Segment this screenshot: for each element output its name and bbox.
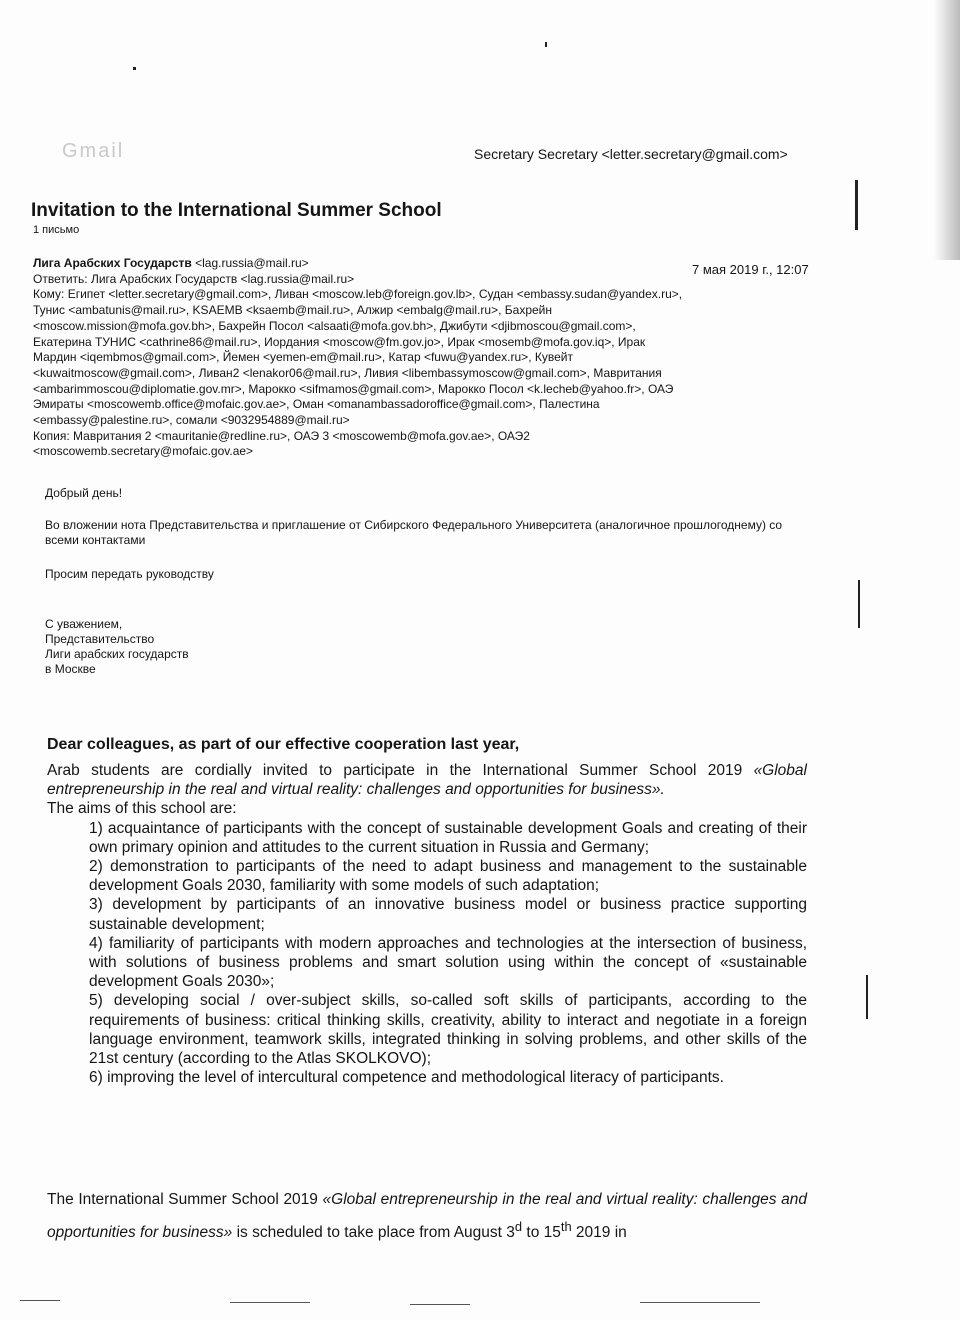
scan-line	[20, 1300, 60, 1301]
scan-line	[410, 1304, 470, 1305]
aim-item: 5) developing social / over-subject skills, so-called soft skills of participants, according to the requirements of business: critical thinking skills, creativity, ability to interact and negotiate in a foreign language environment, teamwork skills, integrated thinking in solving problems, and other skills of the 21st century (according to the Atlas SKOLKOVO);	[89, 992, 807, 1068]
aim-item: 1) acquaintance of participants with the concept of sustainable development Goals and creating of their own primary opinion and attitudes to the current situation in Russia and Germany;	[89, 819, 807, 856]
aims-heading: The aims of this school are:	[47, 800, 237, 818]
cc-line: <moscowemb.secretary@mofaic.gov.ae>	[33, 444, 254, 459]
cc-line: Копия: Мавритания 2 <mauritanie@redline.ru>, ОАЭ 3 <moscowemb@mofa.gov.ae>, ОАЭ2	[33, 428, 530, 443]
from-line	[33, 256, 813, 272]
signature-line: в Москве	[45, 662, 96, 676]
letter-body	[47, 761, 807, 1087]
ordinal-suffix: d	[514, 1219, 523, 1234]
to-line: <ambarimmoscou@diplomatie.gov.mr>, Марокко <sifmamos@gmail.com>, Марокко Посол <k.lecheb@yahoo.fr>, ОАЭ	[33, 381, 674, 396]
to-line: Екатерина ТУНИС <cathrine86@mail.ru>, Иордания <moscow@fm.gov.jo>, Ирак <mosemb@mofa.gov.iq>, Ирак	[33, 334, 646, 349]
closing-paragraph	[47, 1186, 807, 1246]
signature-line: С уважением,	[45, 617, 123, 631]
scan-mark	[855, 180, 858, 230]
scan-speck	[133, 67, 136, 70]
salutation: Dear colleagues, as part of our effective cooperation last year,	[47, 736, 520, 753]
scan-speck	[545, 42, 547, 47]
to-line: Кому: Египет <letter.secretary@gmail.com>, Ливан <moscow.leb@foreign.gov.lb>, Судан <embassy.sudan@yandex.ru>,	[33, 287, 683, 302]
closing-text: The International Summer School 2019	[47, 1191, 323, 1208]
scan-line	[230, 1302, 310, 1303]
aim-item: 2) demonstration to participants of the need to adapt business and management to the sustainable development Goals 2030, familiarity with some models of such adaptation;	[89, 858, 807, 895]
aim-item: 4) familiarity of participants with modern approaches and technologies at the intersection of business, with solutions of business problems and smart solution using within the concept of «sustainable development Goals 2030»;	[89, 934, 807, 991]
greeting: Добрый день!	[45, 486, 123, 500]
email-subject: Invitation to the International Summer School	[31, 200, 442, 221]
aim-item: 3) development by participants of an innovative business model or business practice supporting sustainable development;	[89, 896, 807, 933]
school-title: «Global entrepreneurship in the real and virtual reality: challenges and opportunities for business»	[47, 1191, 807, 1242]
aim-item: 6) improving the level of intercultural competence and methodological literacy of participants.	[89, 1069, 724, 1087]
scan-mark	[858, 580, 860, 628]
to-line: Тунис <ambatunis@mail.ru>, KSAEMB <ksaemb@mail.ru>, Алжир <embalg@mail.ru>, Бахрейн	[33, 303, 552, 318]
closing-text: 2019 in	[571, 1224, 627, 1242]
scan-line	[640, 1302, 760, 1303]
to-line: Мардин <iqembmos@gmail.com>, Йемен <yemen-em@mail.ru>, Катар <fuwu@yandex.ru>, Кувейт	[33, 350, 573, 365]
account-address: Secretary Secretary <letter.secretary@gmail.com>	[474, 146, 788, 162]
closing-text: is scheduled to take place from August 3	[232, 1224, 515, 1242]
to-line: <kuwaitmoscow@gmail.com>, Ливан2 <lenakor06@mail.ru>, Ливия <libembassymoscow@gmail.com>, Мавритания	[33, 365, 662, 380]
intro-paragraph	[47, 761, 807, 799]
gmail-logo: Gmail	[62, 140, 125, 162]
closing-text: to 15	[522, 1224, 561, 1242]
signature-line: Представительство	[45, 632, 155, 646]
ordinal-suffix: th	[560, 1219, 572, 1234]
signature	[45, 617, 805, 677]
email-date: 7 мая 2019 г., 12:07	[692, 262, 809, 277]
school-title: «Global entrepreneurship in the real and virtual reality: challenges and opportunities for business».	[47, 762, 807, 799]
message-count: 1 письмо	[33, 224, 80, 236]
intro-text: Arab students are cordially invited to participate in the International Summer School 2019	[47, 762, 754, 779]
to-line: <moscow.mission@mofa.gov.bh>, Бахрейн Посол <alsaati@mofa.gov.bh>, Джибути <djibmoscou@gmail.com>,	[33, 318, 636, 333]
scan-edge-shadow	[934, 0, 960, 260]
email-header	[33, 256, 813, 460]
from-name: Лига Арабских Государств	[33, 256, 192, 270]
attachment-note: Во вложении нота Представительства и приглашение от Сибирского Федерального Университета (аналогичное прошлогоднему) со всеми контактами	[45, 518, 783, 547]
to-line: Эмираты <moscowemb.office@mofaic.gov.ae>, Оман <omanambassadoroffice@gmail.com>, Палестина	[33, 397, 600, 412]
signature-line: Лиги арабских государств	[45, 647, 189, 661]
to-line: <embassy@palestine.ru>, сомали <9032954889@mail.ru>	[33, 413, 350, 428]
reply-to-line: Ответить: Лига Арабских Государств <lag.russia@mail.ru>	[33, 271, 355, 286]
request-text: Просим передать руководству	[45, 567, 214, 581]
scan-mark	[866, 975, 868, 1019]
from-address: <lag.russia@mail.ru>	[191, 256, 309, 270]
